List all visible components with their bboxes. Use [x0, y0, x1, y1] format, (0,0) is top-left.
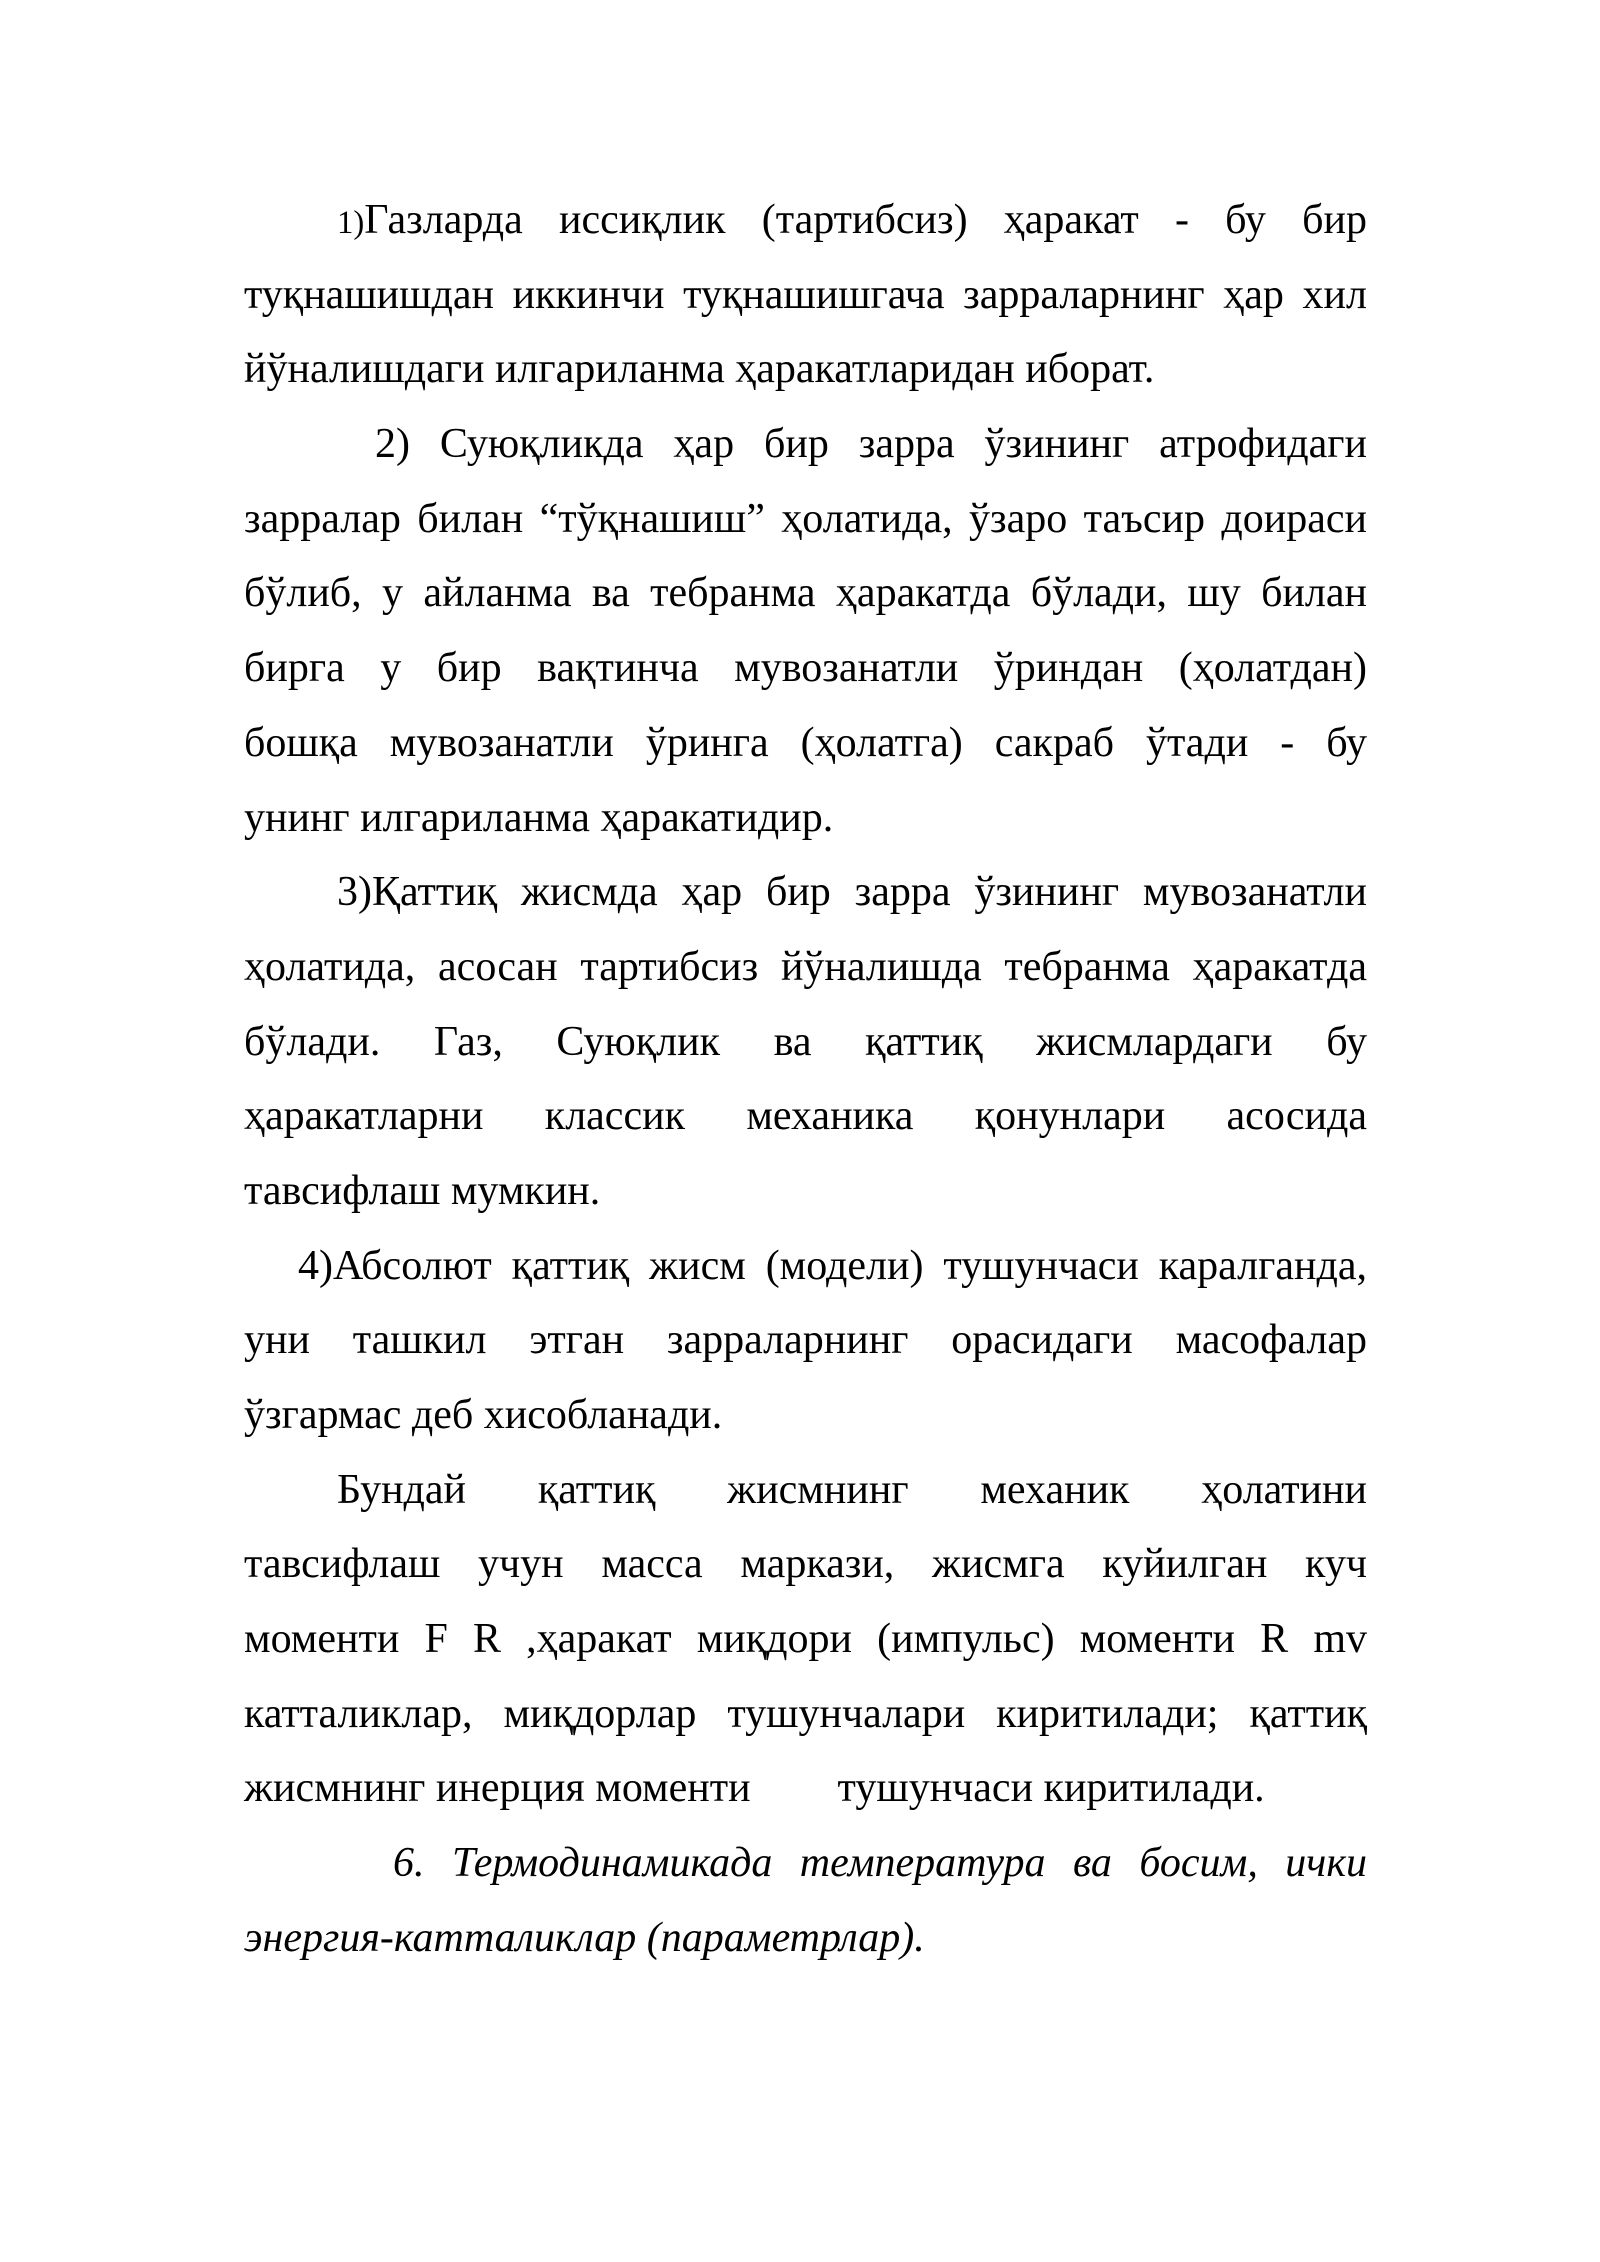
text-line: бўлади. Газ, Суюқлик ва қаттиқ жисмлардаги бу — [244, 1018, 1367, 1065]
line-text: тушунчаси киритилади. — [837, 1765, 1265, 1812]
text-line: катталиклар, миқдорлар тушунчалари киритилади; қаттиқ — [244, 1690, 1367, 1737]
text-line: тавсифлаш учун масса маркази, жисмга куйилган куч — [244, 1541, 1367, 1588]
text-line: энергия-катталиклар (параметрлар). — [244, 1914, 925, 1961]
text-line: Бундай қаттиқ жисмнинг механик ҳолатини — [337, 1466, 1367, 1513]
text-line: ҳолатида, асосан тартибсиз йўналишда тебранма ҳаракатда — [244, 943, 1367, 990]
text-line: бирга у бир вақтинча мувозанатли ўриндан (ҳолатдан) — [244, 645, 1367, 692]
list-marker: 1) — [337, 205, 365, 241]
paragraph-4 — [244, 1229, 1367, 1453]
paragraph-1 — [244, 183, 1367, 407]
text-line: тавсифлаш мумкин. — [244, 1167, 601, 1214]
text-line: йўналишдаги илгариланма ҳаракатларидан иборат. — [244, 346, 1155, 393]
text-line: ҳаракатларни классик механика қонунлари асосида — [244, 1093, 1367, 1140]
text-line — [244, 1751, 1367, 1826]
paragraph-5 — [244, 1453, 1367, 1826]
text-line: 6. Термодинамикада температура ва босим, ички — [393, 1840, 1367, 1887]
text-line: ўзгармас деб хисобланади. — [244, 1392, 723, 1438]
line-text: жисмнинг инерция моменти — [244, 1765, 751, 1812]
text-line: зарралар билан “тўқнашиш” ҳолатида, ўзаро таъсир доираси — [244, 495, 1367, 542]
line-text: Газларда иссиқлик (тартибсиз) ҳаракат - бу бир — [364, 197, 1367, 243]
text-line: 3)Қаттиқ жисмда ҳар бир зарра ўзининг мувозанатли — [337, 869, 1367, 916]
text-line: туқнашишдан иккинчи туқнашишгача зарраларнинг ҳар хил — [244, 271, 1367, 318]
paragraph-3 — [244, 855, 1367, 1228]
text-line: 2) Суюқликда ҳар бир зарра ўзининг атрофидаги — [375, 421, 1367, 468]
text-line — [244, 183, 1367, 258]
text-line: моменти F R ,ҳаракат миқдори (импульс) моменти R mv — [244, 1616, 1367, 1663]
text-line: 4)Абсолют қаттиқ жисм (модели) тушунчаси каралганда, — [298, 1242, 1367, 1289]
text-line: уни ташкил этган зарраларнинг орасидаги масофалар — [244, 1317, 1367, 1364]
text-line: бўлиб, у айланма ва тебранма ҳаракатда бўлади, шу билан — [244, 570, 1367, 617]
text-line: бошқа мувозанатли ўринга (ҳолатга) сакраб ўтади - бу — [244, 719, 1367, 766]
section-heading — [244, 1826, 1367, 1975]
text-line: унинг илгариланма ҳаракатидир. — [244, 794, 834, 841]
paragraph-2 — [244, 407, 1367, 855]
document-body — [244, 183, 1367, 1976]
